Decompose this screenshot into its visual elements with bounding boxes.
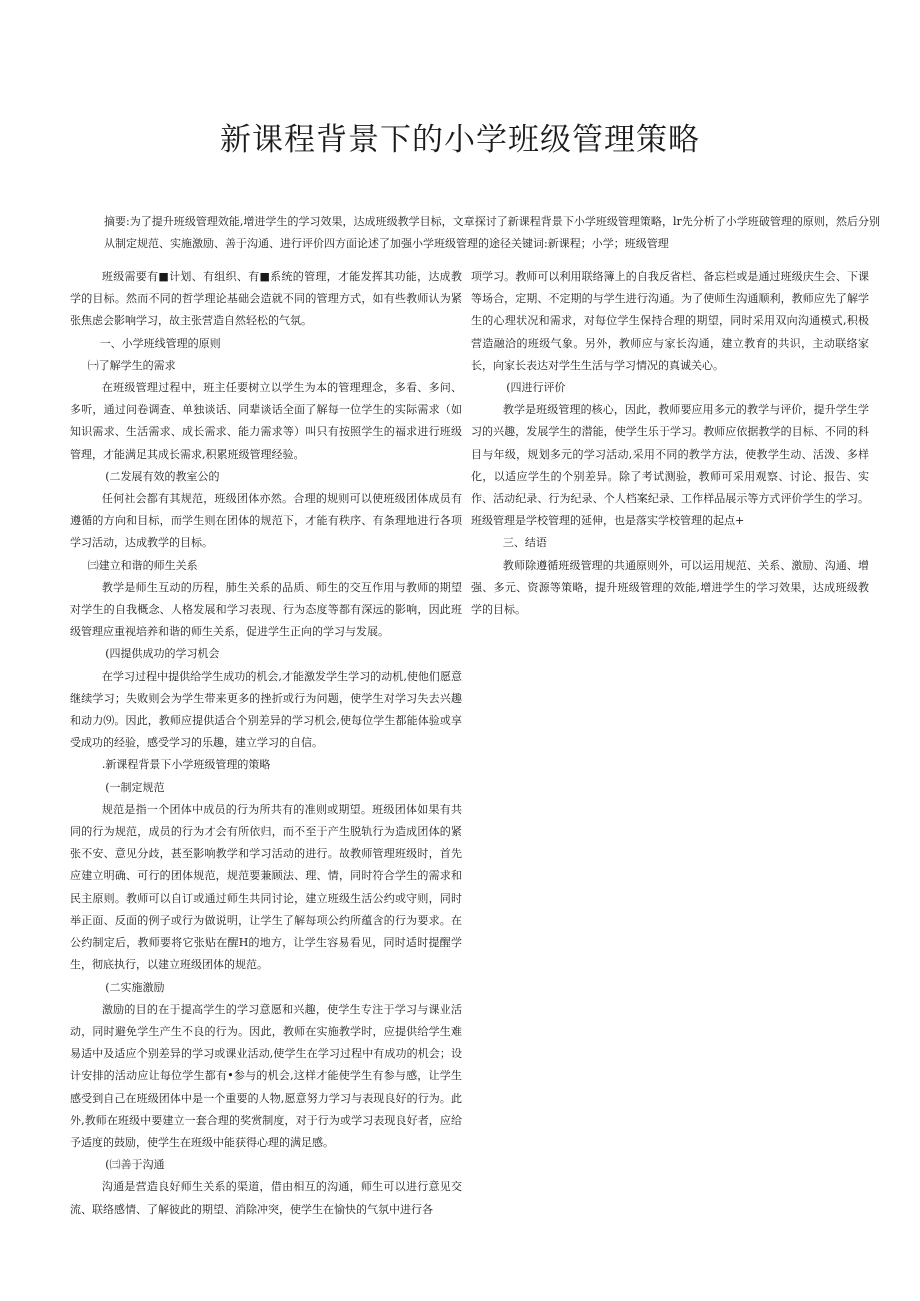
paragraph-motivation: 激励的目的在于提高学生的学习意愿和兴趣，使学生专注于学习与课业活动，同时避免学生产生不良的行为。因此，教师在实施教学时，应提供给学生难易适中及适应个别差异的学习或课业活动,使学生在学习过程中有成功的机会；设计安排的活动应让每位学生都有•参与的机会,这样才能使学生有参与感，让学生感受到自己在班级团体中是一个重要的人物,愿意努力学习与表现良好的行为。此外,教师在班级中要建立一套合理的奖赏制度，对于行为或学习表现良好者，应给予适度的鼓励，使学生在班级中能获得心理的满足感。 xyxy=(70,1002,462,1149)
intro-paragraph: 班级需要有■计划、有组织、有■系统的管理，才能发挥其功能，达成教学的目标。然而不同的哲学理论基础会造就不同的管理方式，如有些教师认为紧张焦虑会影响学习，故主张营造自然轻松的气氛。 xyxy=(70,270,462,328)
paragraph-communication: 沟通是营造良好师生关系的渠道，借由相互的沟通，师生可以进行意见交流、联络感情、了解彼此的期望、消除冲突，使学生在愉快的气氛中进行各 xyxy=(70,1180,462,1216)
section-heading-strategies: .新课程背景下小学班级管理的策略 xyxy=(101,758,271,772)
section-heading-conclusion: 三、结语 xyxy=(502,536,547,550)
paragraph-conclusion: 教师除遵循班级管理的共通原则外，可以运用规范、关系、激励、沟通、增强、多元、资源等策略，提升班级管理的效能,增进学生的学习效果，达成班级教学的目标。 xyxy=(471,558,869,617)
page-title: 新课程背景下的小学班级管理策略 xyxy=(220,122,700,158)
paragraph-needs: 在班级管理过程中，班主任要树立以学生为本的管理理念，多看、多问、多听，通过问卷调查、单独谈话、同辈谈话全面了解每一位学生的实际需求（如知识需求、生活需求、成长需求、能力需求等）叫只有按照学生的福求进行班级管理，才能满足其成长需求,积累班级管理经验。 xyxy=(70,381,462,461)
section-heading-principles: 一、小学班线管理的原则 xyxy=(99,336,221,350)
paragraph-communication-cont: 项学习。教师可以利用联络簿上的自我反省栏、备忘栏或是通过班级庆生会、下课等场合，定期、不定期的与学生进行沟通。为了使师生沟通顺利，教师应先了解学生的心理状况和需求，对每位学生保持合理的期望，同时采用双向沟通模式,积极营造融洽的班级气象。另外，教师应与家长沟通，建立教育的共识，主动联络家长，向家长表达对学生生活与学习情况的真诚关心。 xyxy=(471,270,869,372)
subheading-communication: (㈢善于沟通 xyxy=(105,1158,165,1172)
paragraph-norms: 规范是指一个团体中成员的行为所共有的准则或期望。班级团体如果有共同的行为规范，成员的行为才会有所依归，而不至于产生脱轨行为造成团体的紧张不安、意见分歧，甚至影响教学和学习活动的进行。故教师管理班级时，首先应建立明确、可行的团体规范，规范要兼顾法、理、情，同时符合学生的需求和民主原则。教师可以自订或通过师生共同讨论，建立班级生活公约或守则，同时举正面、反面的例子或行为做说明，让学生了解每项公约所蕴含的行为要求。在公约制定后，教师要将它张贴在醒H的地方，让学生容易看见，同时适时提醒学生，彻底执行，以建立班级团体的规范。 xyxy=(70,802,462,972)
abstract: 摘要:为了提升班级管理效能,增进学生的学习效果，达成班级教学目标，文章探讨了新课程背景下小学班级管理策略，lr先分析了小学班破管理的原则，然后分别从制定规范、实施激励、善于沟通、进行评价四方面论述了加强小学班级管理的途径关键词:新课程；小学；班级管理 xyxy=(104,215,880,250)
subheading-evaluation: (四进行评价 xyxy=(506,381,566,395)
paragraph-classroom-rules: 任何社会都有其规范，班级团体亦然。合理的规则可以使班级团体成员有遵循的方向和目标，而学生则在团体的规范下，才能有秩序、有条理地进行各项学习活动，达成教学的目标。 xyxy=(70,492,462,550)
paragraph-success: 在学习过程中提供给学生成功的机会,才能激发学生学习的动机,使他们愿意继续学习；失败则会为学生带来更多的挫折或行为问题，使学生对学习失去兴趣和动力⑼。因此，教师应提供适合个别差异的学习机会,使每位学生都能体验或享受成功的经验，感受学习的乐趣，建立学习的自信。 xyxy=(70,669,462,750)
right-column xyxy=(471,266,869,621)
left-column xyxy=(70,266,462,1221)
subheading-relationship: ㈢建立和谐的师生关系 xyxy=(87,558,198,572)
subheading-needs: ㈠了解学生的需求 xyxy=(87,358,176,372)
subheading-motivation: (二实施激励 xyxy=(105,980,165,994)
paragraph-relationship: 教学是师生互动的历程，肺生关系的品质、师生的交互作用与教师的期望对学生的自我概念、人格发展和学习表现、行为态度等都有深远的影响，因此班级管理应重视培养和谐的师生关系，促进学生正向的学习与发展。 xyxy=(70,580,462,639)
subheading-norms: (一制定规范 xyxy=(105,780,165,794)
subheading-classroom-rules: (二发展有效的教室公的 xyxy=(105,469,220,483)
paragraph-evaluation: 教学是班级管理的核心，因此，教师要应用多元的教学与评价，提升学生学习的兴趣，发展学生的潜能，使学生乐于学习。教师应依据教学的目标、不同的科目与年级，规划多元的学习活动,采用不同的教学方法，使教学生动、活泼、多样化，以适应学生的个别差异。除了考试测验，教师可采用观察、讨论、报告、实作、活动纪录、行为纪录、个人档案纪录、工作样品展示等方式评价学生的学习。班级管理是学校管理的延伸，也是落实学校管理的起点+ xyxy=(471,403,869,528)
subheading-success: (四提供成功的学习机会 xyxy=(105,647,220,661)
